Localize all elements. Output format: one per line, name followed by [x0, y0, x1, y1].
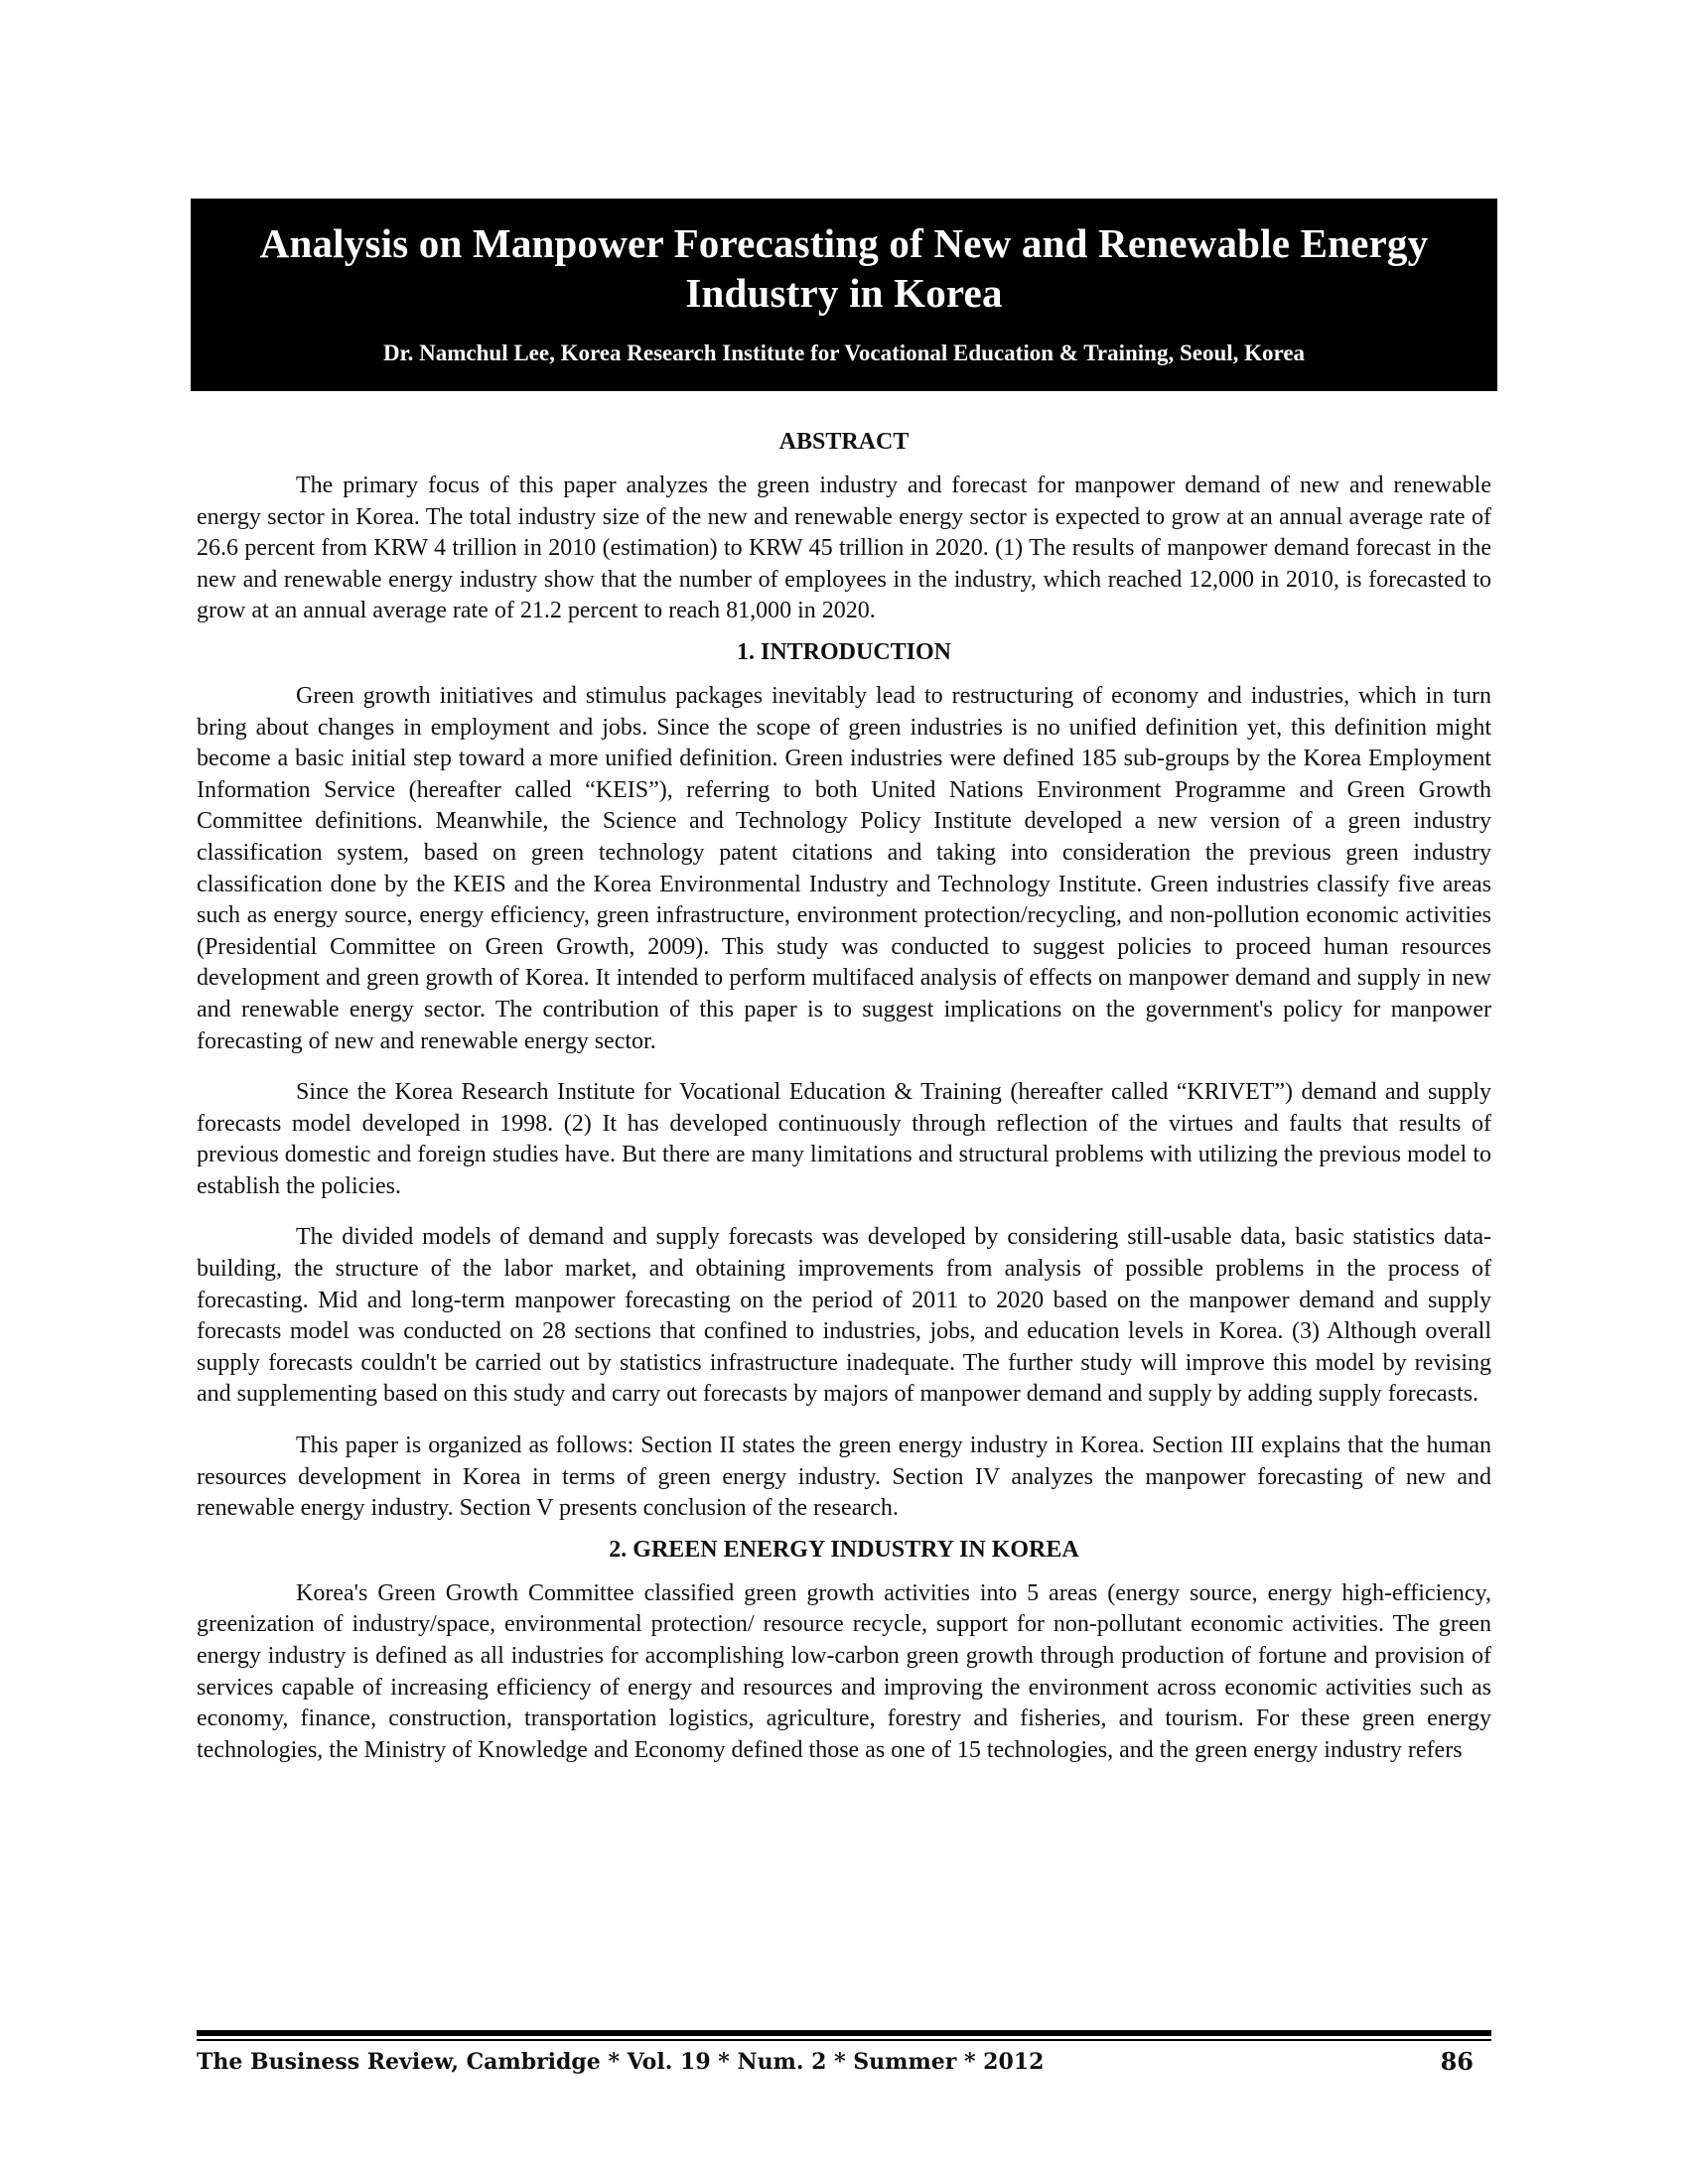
intro-paragraph-4: This paper is organized as follows: Section II states the green energy industry in Korea. Section III explains that the human resources development in Korea in terms of green energy industry. Section IV analyzes the manpower forecasting of new and renewable energy industry. Section V presents conclusion of the research. — [197, 1433, 1491, 1522]
introduction-heading: 1. INTRODUCTION — [736, 638, 952, 665]
page-number: 86 — [1440, 2047, 1474, 2076]
page-footer — [197, 2030, 1491, 2076]
title-banner — [191, 199, 1497, 391]
paper-title: Analysis on Manpower Forecasting of New and Renewable Energy Industry in Korea — [259, 220, 1429, 316]
journal-citation: The Business Review, Cambridge * Vol. 19 * Num. 2 * Summer * 2012 — [197, 2048, 1045, 2075]
intro-paragraph-2: Since the Korea Research Institute for Vocational Education & Training (hereafter called “KRIVET”) demand and supply forecasts model developed in 1998. (2) It has developed continuously through reflection of the virtues and faults that results of previous domestic and foreign studies have. But there are many limitations and structural problems with utilizing the previous model to establish the policies. — [197, 1079, 1491, 1199]
footer-rule-thick — [197, 2030, 1491, 2036]
footer-rule-thin — [197, 2039, 1491, 2041]
author-affiliation: Dr. Namchul Lee, Korea Research Institute for Vocational Education & Training, Seoul, Korea — [382, 341, 1306, 365]
abstract-text: The primary focus of this paper analyzes the green industry and forecast for manpower demand of new and renewable energy sector in Korea. The total industry size of the new and renewable energy sector is expected to grow at an annual average rate of 26.6 percent from KRW 4 trillion in 2010 (estimation) to KRW 45 trillion in 2020. (1) The results of manpower demand forecast in the new and renewable energy industry show that the number of employees in the industry, which reached 12,000 in 2010, is forecasted to grow at an annual average rate of 21.2 percent to reach 81,000 in 2020. — [197, 473, 1491, 624]
paper-body — [197, 427, 1491, 1786]
section-2-heading: 2. GREEN ENERGY INDUSTRY IN KOREA — [609, 1536, 1079, 1563]
abstract-heading: ABSTRACT — [778, 429, 910, 455]
section-2-paragraph-1: Korea's Green Growth Committee classified green growth activities into 5 areas (energy source, energy high-efficiency, greenization of industry/space, environmental protection/ resource recycle, support for non-pollutant economic activities. The green energy industry is defined as all industries for accomplishing low-carbon green growth through production of fortune and provision of services capable of increasing efficiency of energy and resources and improving the environment across economic activities such as economy, finance, construction, transportation logistics, agriculture, forestry and fisheries, and tourism. For these green energy technologies, the Ministry of Knowledge and Economy defined those as one of 15 technologies, and the green energy industry refers — [197, 1579, 1491, 1763]
intro-paragraph-1: Green growth initiatives and stimulus packages inevitably lead to restructuring of economy and industries, which in turn bring about changes in employment and jobs. Since the scope of green industries is no unified definition yet, this definition might become a basic initial step toward a more unified definition. Green industries were defined 185 sub-groups by the Korea Employment Information Service (hereafter called “KEIS”), referring to both United Nations Environment Programme and Green Growth Committee definitions. Meanwhile, the Science and Technology Policy Institute developed a new version of a green industry classification system, based on green technology patent citations and taking into consideration the previous green industry classification done by the KEIS and the Korea Environmental Industry and Technology Institute. Green industries classify five areas such as energy source, energy efficiency, green infrastructure, environment protection/recycling, and non-pollution economic activities (Presidential Committee on Green Growth, 2009). This study was conducted to suggest policies to proceed human resources development and green growth of Korea. It intended to perform multifaced analysis of effects on manpower demand and supply in new and renewable energy sector. The contribution of this paper is to suggest implications on the government's policy for manpower forecasting of new and renewable energy sector. — [197, 682, 1491, 1054]
intro-paragraph-3: The divided models of demand and supply forecasts was developed by considering still-usable data, basic statistics data-building, the structure of the labor market, and obtaining improvements from analysis of possible problems in the process of forecasting. Mid and long-term manpower forecasting on the period of 2011 to 2020 based on the manpower demand and supply forecasts model was conducted on 28 sections that confined to industries, jobs, and education levels in Korea. (3) Although overall supply forecasts couldn't be carried out by statistics infrastructure inadequate. The further study will improve this model by revising and supplementing based on this study and carry out forecasts by majors of manpower demand and supply by adding supply forecasts. — [197, 1224, 1491, 1408]
